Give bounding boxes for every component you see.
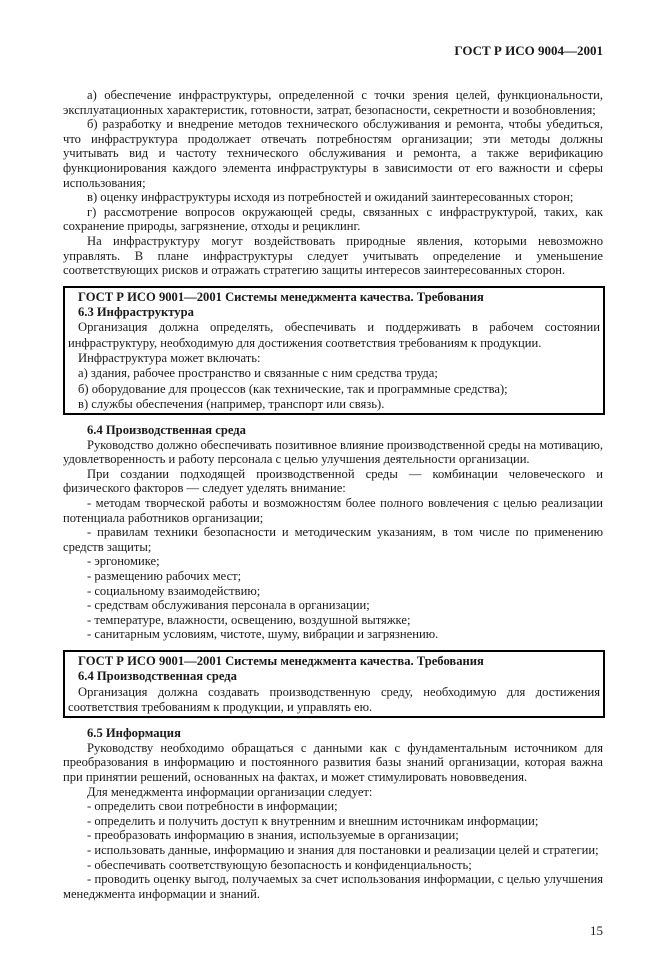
paragraph: Руководству необходимо обращаться с данными как с фундаментальным источником для преобразования в информацию и постоянного развития базы знаний организации, которая важна при принятии решений, основанных на фактах, и может стимулировать нововведения.: [63, 740, 603, 784]
paragraph: На инфраструктуру могут воздействовать природные явления, которыми невозможно управлять. В плане инфраструктуры следует учитывать определение и уменьшение соответствующих рисков и отражать стратегию защиты интересов заинтересованных сторон.: [63, 233, 603, 278]
quote-box-6-4: [63, 650, 605, 718]
list-item: - правилам техники безопасности и методическим указаниям, в том числе по применению средств защиты;: [63, 525, 603, 554]
box-title: ГОСТ Р ИСО 9001—2001 Системы менеджмента качества. Требования: [78, 654, 484, 668]
paragraph: Для менеджмента информации организации следует:: [87, 784, 373, 799]
box-heading: 6.4 Производственная среда: [78, 669, 237, 684]
list-item: б) оборудование для процессов (как технические, так и программные средства);: [78, 381, 508, 396]
paragraph: г) рассмотрение вопросов окружающей среды, связанных с инфраструктурой, таких, как сохранение природы, загрязнение, отходы и рециклинг.: [63, 204, 603, 234]
paragraph: Организация должна определять, обеспечивать и поддерживать в рабочем состоянии инфраструктуру, необходимую для достижения соответствия требованиям к продукции.: [68, 320, 600, 350]
paragraph: б) разработку и внедрение методов технического обслуживания и ремонта, чтобы убедиться, что инфраструктура продолжает отвечать потребностям организации; эти методы должны учитывать вид и частоту технического обслуживания и ремонта, а также верификацию функционирования каждого элемента инфраструктуры в зависимости от его важности и сферы использования;: [63, 117, 603, 190]
section-6-4: [63, 423, 603, 642]
paragraph: Инфраструктура может включать:: [78, 350, 261, 365]
list-item: - преобразовать информацию в знания, используемые в организации;: [87, 828, 459, 843]
box-title: ГОСТ Р ИСО 9001—2001 Системы менеджмента качества. Требования: [78, 289, 484, 304]
section-heading: 6.5 Информация: [87, 726, 181, 741]
paragraph: Организация должна создавать производственную среду, необходимую для достижения соответствия требованиям к продукции, и управлять ею.: [68, 684, 600, 714]
document-header: ГОСТ Р ИСО 9004—2001: [454, 43, 603, 58]
list-item: - определить и получить доступ к внутренним и внешним источникам информации;: [87, 813, 539, 828]
list-item: - размещению рабочих мест;: [87, 569, 242, 584]
section-heading: 6.4 Производственная среда: [87, 423, 246, 438]
paragraph: При создании подходящей производственной среды — комбинации человеческого и физического факторов — следует уделять внимание:: [63, 466, 603, 496]
quote-box-6-3: [63, 286, 605, 415]
section-6-5: [63, 726, 603, 901]
list-item: - санитарным условиям, чистоте, шуму, вибрации и загрязнению.: [87, 627, 439, 642]
list-item: а) здания, рабочее пространство и связанные с ним средства труда;: [78, 366, 438, 381]
paragraph: в) оценку инфраструктуры исходя из потребностей и ожиданий заинтересованных сторон;: [87, 190, 574, 205]
paragraph: Руководство должно обеспечивать позитивное влияние производственной среды на мотивацию, удовлетворенность и работу персонала с целью улучшения деятельности организации.: [63, 437, 603, 467]
list-item: - определить свои потребности в информации;: [87, 799, 338, 814]
list-item: - обеспечивать соответствующую безопасность и конфиденциальность;: [87, 857, 472, 872]
list-item: - проводить оценку выгод, получаемых за счет использования информации, с целью улучшения менеджмента информации и знаний.: [63, 872, 603, 901]
list-item: - температуре, влажности, освещению, воздушной вытяжке;: [87, 612, 411, 627]
list-item: - методам творческой работы и возможностям более полного вовлечения с целью реализации потенциала работников организации;: [63, 496, 603, 525]
paragraph: а) обеспечение инфраструктуры, определенной с точки зрения целей, функциональности, эксплуатационных характеристик, готовности, затрат, безопасности, секретности и возобновления;: [63, 88, 603, 117]
list-item: в) службы обеспечения (например, транспорт или связь).: [78, 396, 385, 411]
infrastructure-section: [63, 88, 603, 278]
list-item: - средствам обслуживания персонала в организации;: [87, 598, 370, 613]
list-item: - социальному взаимодействию;: [87, 583, 261, 598]
box-heading: 6.3 Инфраструктура: [78, 305, 194, 320]
page-number: 15: [590, 923, 603, 939]
list-item: - эргономике;: [87, 554, 160, 569]
list-item: - использовать данные, информацию и знания для постановки и реализации целей и стратегии;: [87, 842, 599, 857]
